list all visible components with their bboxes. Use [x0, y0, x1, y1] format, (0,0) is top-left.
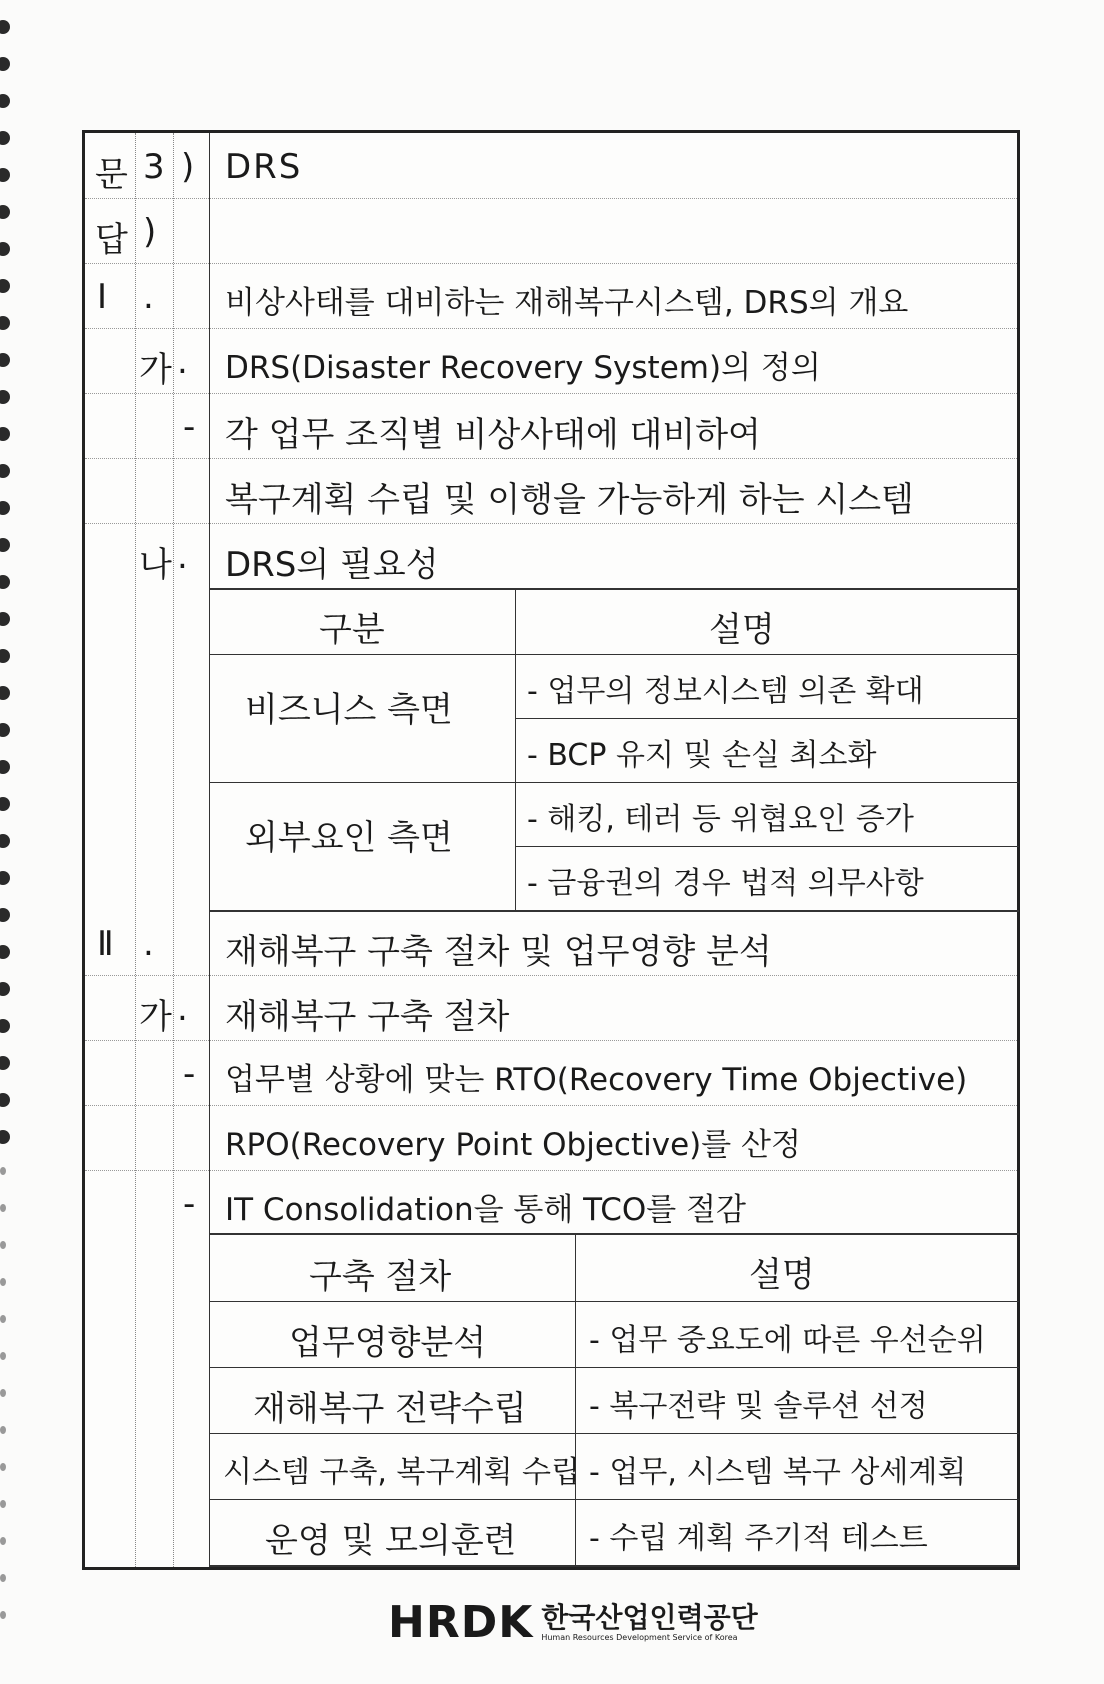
binding-ring: [0, 1389, 6, 1397]
section1-heading: [85, 263, 1017, 329]
section1b-dot: .: [177, 537, 188, 577]
procedure-step: 재해복구 전략수립: [253, 1389, 527, 1429]
table-header-rule: [209, 1301, 1019, 1302]
table-row-rule: [209, 1499, 1019, 1500]
procedure-step: 업무영향분석: [289, 1323, 487, 1363]
procedure-step: 시스템 구축, 복구계획 수립: [223, 1455, 580, 1490]
binding-ring: [0, 1500, 6, 1508]
question-row: [85, 133, 1017, 199]
binding-ring: [0, 168, 10, 182]
binding-ring: [0, 1426, 6, 1434]
definition-text-2: 복구계획 수립 및 이행을 가능하게 하는 시스템: [225, 480, 914, 520]
question-title: DRS: [225, 147, 303, 187]
section1a-title: DRS(Disaster Recovery System)의 정의: [225, 350, 821, 386]
table-category: 외부요인 측면: [245, 818, 453, 858]
binding-ring: [0, 20, 10, 34]
procedure-description: - 복구전략 및 솔루션 선정: [589, 1389, 928, 1424]
binding-ring: [0, 464, 10, 478]
bullet-line: [85, 1040, 1017, 1106]
section2-dot: .: [143, 924, 154, 964]
binding-ring: [0, 834, 10, 848]
definition-text-1: 각 업무 조직별 비상사태에 대비하여: [225, 415, 761, 455]
logo-english-name: Human Resources Development Service of Korea: [541, 1632, 738, 1642]
table-column-divider: [575, 1235, 576, 1565]
table-description: - 금융권의 경우 법적 의무사항: [527, 866, 924, 901]
procedure-step: 운영 및 모의훈련: [265, 1521, 517, 1561]
binding-ring: [0, 1352, 6, 1360]
procedure-description: - 수립 계획 주기적 테스트: [589, 1521, 928, 1556]
section1-title: 비상사태를 대비하는 재해복구시스템, DRS의 개요: [225, 285, 909, 321]
binding-ring: [0, 205, 10, 219]
bullet-dash: -: [183, 1184, 196, 1224]
bullet-line: [85, 1105, 1017, 1171]
definition-line: [85, 458, 1017, 524]
logo-mark: HRDK: [388, 1596, 534, 1648]
answer-marker: 답: [95, 220, 128, 260]
binding-ring: [0, 1611, 6, 1619]
binding-ring: [0, 1019, 10, 1033]
table-header-step: 구축 절차: [309, 1257, 452, 1297]
section2-heading: [85, 910, 1017, 976]
binding-ring: [0, 316, 10, 330]
table-header-rule: [209, 654, 1019, 655]
binding-ring: [0, 1574, 6, 1582]
table-description: - 업무의 정보시스템 의존 확대: [527, 674, 924, 709]
table-row-rule: [209, 1433, 1019, 1434]
binding-ring: [0, 797, 10, 811]
table-description: - 해킹, 테러 등 위협요인 증가: [527, 802, 914, 837]
binding-ring: [0, 982, 10, 996]
section2a-title: 재해복구 구축 절차: [225, 997, 510, 1037]
binding-ring: [0, 1093, 10, 1107]
binding-ring: [0, 871, 10, 885]
table-category: 비즈니스 측면: [245, 690, 453, 730]
table-header-category: 구분: [319, 610, 385, 650]
binding-ring: [0, 945, 10, 959]
table-description: - BCP 유지 및 손실 최소화: [527, 738, 877, 773]
section1-dot: .: [143, 277, 154, 317]
table-row-rule: [209, 782, 1019, 783]
binding-ring: [0, 242, 10, 256]
binding-ring: [0, 612, 10, 626]
binding-ring: [0, 501, 10, 515]
binding-ring: [0, 1241, 6, 1249]
procedure-table: [209, 1233, 1019, 1567]
binding-ring: [0, 353, 10, 367]
bullet-dash: -: [183, 1054, 196, 1094]
section2a-heading: [85, 975, 1017, 1041]
question-marker: 문: [95, 155, 128, 195]
answer-paren: ): [143, 212, 157, 252]
section1a-number: 가: [139, 350, 172, 390]
table-header-description: 설명: [709, 610, 775, 650]
section2a-dot: .: [177, 989, 188, 1029]
binding-ring: [0, 1278, 6, 1286]
binding-ring: [0, 427, 10, 441]
section2-number: Ⅱ: [97, 924, 114, 964]
table-column-divider: [515, 590, 516, 910]
section1a-heading: [85, 328, 1017, 394]
section2-title: 재해복구 구축 절차 및 업무영향 분석: [225, 932, 772, 972]
binding-ring: [0, 94, 10, 108]
binding-ring: [0, 649, 10, 663]
section2a-number: 가: [139, 997, 172, 1037]
table-row-rule: [209, 1367, 1019, 1368]
hrdk-logo: [388, 1596, 758, 1648]
binding-ring: [0, 723, 10, 737]
binding-ring: [0, 1130, 10, 1144]
binding-ring: [0, 908, 10, 922]
binding-ring: [0, 1315, 6, 1323]
section1-number: Ⅰ: [97, 277, 108, 317]
binding-ring: [0, 1204, 6, 1212]
section1b-heading: [85, 523, 1017, 588]
necessity-table: [209, 588, 1019, 912]
table-header-description: 설명: [749, 1255, 815, 1295]
binding-ring: [0, 686, 10, 700]
procedure-description: - 업무, 시스템 복구 상세계획: [589, 1455, 967, 1490]
procedure-description: - 업무 중요도에 따른 우선순위: [589, 1323, 986, 1358]
answer-sheet: [82, 130, 1020, 1570]
binding-ring: [0, 538, 10, 552]
binding-ring: [0, 57, 10, 71]
binding-ring: [0, 1537, 6, 1545]
section1b-title: DRS의 필요성: [225, 545, 439, 585]
spiral-binding: [0, 20, 16, 1660]
bullet-text: RPO(Recovery Point Objective)를 산정: [225, 1127, 801, 1163]
binding-ring: [0, 760, 10, 774]
binding-ring: [0, 1463, 6, 1471]
answer-row: [85, 198, 1017, 264]
bullet-line: [85, 1170, 1017, 1235]
binding-ring: [0, 575, 10, 589]
binding-ring: [0, 131, 10, 145]
question-number: 3: [143, 147, 165, 187]
bullet-text: 업무별 상황에 맞는 RTO(Recovery Time Objective): [225, 1062, 968, 1098]
question-paren: ): [181, 147, 195, 187]
binding-ring: [0, 279, 10, 293]
binding-ring: [0, 1167, 6, 1175]
binding-ring: [0, 390, 10, 404]
logo-korean-name: 한국산업인력공단: [541, 1600, 758, 1634]
table-row-rule: [515, 846, 1019, 847]
section1a-dot: .: [177, 342, 188, 382]
definition-line: [85, 393, 1017, 459]
bullet-dash: -: [183, 407, 196, 447]
bullet-text: IT Consolidation을 통해 TCO를 절감: [225, 1192, 746, 1228]
table-row-rule: [515, 718, 1019, 719]
section1b-number: 나: [139, 545, 172, 585]
binding-ring: [0, 1056, 10, 1070]
